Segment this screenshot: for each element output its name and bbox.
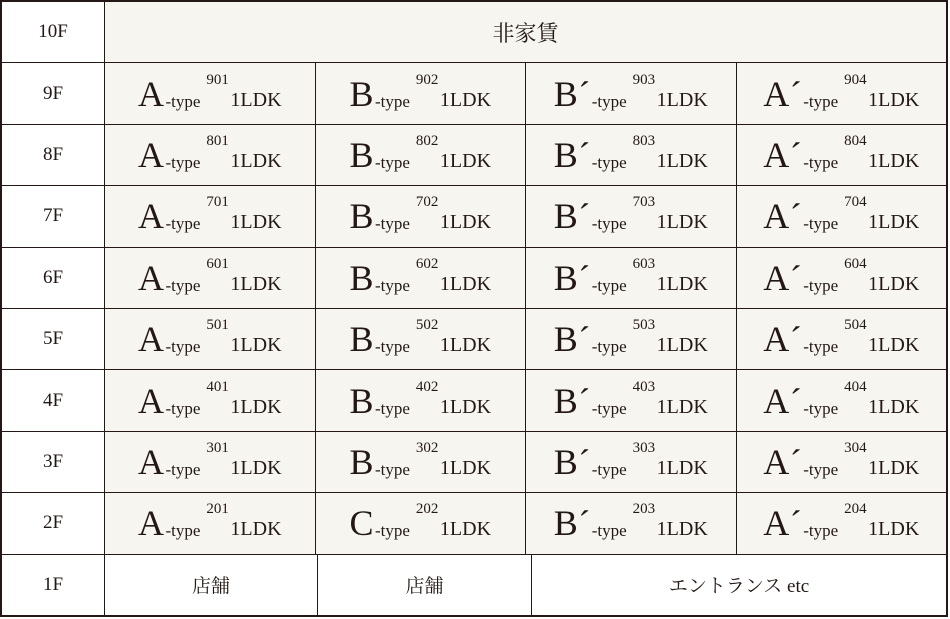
unit-layout: 1LDK (656, 272, 708, 295)
table-row (2, 248, 946, 309)
unit-type-letter: A (137, 196, 165, 237)
unit-cell[interactable] (316, 309, 527, 369)
unit-number: 503 (632, 317, 656, 334)
table-row (2, 555, 946, 615)
unit-number: 302 (415, 440, 439, 457)
unit-type-prime-mark: ´ (789, 73, 803, 114)
unit-cell[interactable] (737, 63, 947, 123)
unit-type-letter: B (349, 135, 374, 176)
unit-type-suffix: -type (165, 521, 201, 541)
unit-type-prime-mark: ´ (578, 135, 591, 176)
unit-type-letter: B (349, 319, 374, 360)
unit-inner (349, 194, 492, 237)
unit-type-suffix: -type (591, 91, 627, 111)
unit-number: 404 (844, 378, 867, 395)
unit-type-prime-mark: ´ (578, 73, 591, 114)
unit-type-letter: A (763, 257, 790, 298)
unit-layout: 1LDK (230, 457, 282, 480)
table-row (2, 2, 946, 63)
unit-number: 402 (415, 378, 439, 395)
unit-type-letter: B (553, 319, 579, 360)
unit-type-letter: B (553, 73, 579, 114)
unit-type-prime-mark: ´ (578, 196, 591, 237)
ground-cell: 店舗 (105, 555, 318, 615)
unit-cell[interactable] (105, 125, 316, 185)
unit-layout: 1LDK (230, 88, 282, 111)
unit-type-letter: A (137, 442, 165, 483)
unit-cell[interactable] (737, 370, 947, 430)
unit-inner (137, 133, 282, 176)
unit-type-prime-mark: ´ (789, 319, 803, 360)
unit-inner (553, 71, 708, 114)
unit-layout: 1LDK (868, 395, 920, 418)
table-row (2, 125, 946, 186)
unit-type-suffix: -type (803, 398, 839, 418)
unit-type-letter: A (763, 380, 790, 421)
unit-layout: 1LDK (656, 150, 708, 173)
unit-type-suffix: -type (803, 521, 839, 541)
unit-inner (349, 71, 492, 114)
unit-cell[interactable] (737, 186, 947, 246)
unit-type-letter: A (763, 135, 790, 176)
unit-number: 504 (844, 317, 867, 334)
unit-inner (763, 71, 920, 114)
unit-number: 601 (206, 255, 229, 272)
unit-cell[interactable] (105, 248, 316, 308)
unit-layout: 1LDK (656, 518, 708, 541)
ground-cell: 店舗 (318, 555, 532, 615)
unit-type-suffix: -type (591, 521, 627, 541)
unit-layout: 1LDK (439, 518, 492, 541)
unit-inner (137, 440, 282, 483)
unit-inner (763, 194, 920, 237)
unit-type-letter: B (553, 442, 579, 483)
unit-cell[interactable] (316, 432, 527, 492)
units-container (105, 63, 946, 123)
unit-type-suffix: -type (165, 91, 201, 111)
unit-number: 801 (206, 133, 229, 150)
unit-cell[interactable] (316, 493, 527, 553)
unit-type-letter: A (137, 73, 165, 114)
unit-inner (349, 133, 492, 176)
unit-cell[interactable] (737, 248, 947, 308)
unit-type-suffix: -type (591, 460, 627, 480)
unit-inner (763, 255, 920, 298)
unit-type-suffix: -type (374, 337, 410, 357)
floor-label: 10F (2, 2, 105, 62)
unit-layout: 1LDK (868, 334, 920, 357)
units-container (105, 493, 946, 553)
unit-type-letter: A (137, 257, 165, 298)
unit-inner (553, 255, 708, 298)
unit-inner (137, 501, 282, 544)
table-row (2, 493, 946, 554)
floor-label: 6F (2, 248, 105, 308)
unit-cell[interactable] (737, 125, 947, 185)
floor-label: 2F (2, 493, 105, 553)
unit-type-letter: A (137, 503, 165, 544)
unit-layout: 1LDK (656, 395, 708, 418)
unit-layout: 1LDK (656, 457, 708, 480)
unit-number: 403 (632, 378, 656, 395)
unit-type-suffix: -type (165, 214, 201, 234)
floor-label: 1F (2, 555, 105, 615)
floor-label: 4F (2, 370, 105, 430)
unit-layout: 1LDK (439, 272, 492, 295)
units-container (105, 125, 946, 185)
unit-layout: 1LDK (656, 88, 708, 111)
unit-layout: 1LDK (439, 211, 492, 234)
unit-type-prime-mark: ´ (578, 503, 591, 544)
unit-type-suffix: -type (374, 460, 410, 480)
unit-layout: 1LDK (439, 334, 492, 357)
unit-layout: 1LDK (439, 150, 492, 173)
unit-type-prime-mark: ´ (578, 257, 591, 298)
unit-type-letter: B (349, 380, 374, 421)
unit-number: 401 (206, 378, 229, 395)
unit-layout: 1LDK (868, 88, 920, 111)
unit-layout: 1LDK (230, 518, 282, 541)
unit-number: 303 (632, 440, 656, 457)
ground-cells (105, 555, 946, 615)
unit-number: 202 (415, 501, 439, 518)
floor-label: 9F (2, 63, 105, 123)
unit-layout: 1LDK (868, 272, 920, 295)
unit-type-letter: A (763, 442, 790, 483)
unit-type-suffix: -type (803, 460, 839, 480)
unit-cell[interactable] (526, 63, 737, 123)
unit-number: 501 (206, 317, 229, 334)
unit-type-suffix: -type (374, 214, 410, 234)
unit-type-suffix: -type (374, 521, 410, 541)
unit-type-letter: B (349, 442, 374, 483)
unit-type-letter: B (349, 73, 374, 114)
unit-number: 204 (844, 501, 867, 518)
unit-type-suffix: -type (591, 337, 627, 357)
unit-cell[interactable] (316, 63, 527, 123)
unit-type-suffix: -type (803, 337, 839, 357)
unit-cell[interactable] (737, 309, 947, 369)
unit-type-letter: B (553, 503, 579, 544)
unit-type-suffix: -type (803, 91, 839, 111)
unit-type-letter: A (137, 135, 165, 176)
unit-type-prime-mark: ´ (789, 380, 803, 421)
unit-inner (349, 440, 492, 483)
unit-cell[interactable] (526, 432, 737, 492)
unit-layout: 1LDK (230, 272, 282, 295)
unit-layout: 1LDK (230, 211, 282, 234)
unit-number: 904 (844, 71, 867, 88)
unit-number: 803 (632, 133, 656, 150)
unit-type-suffix: -type (374, 398, 410, 418)
floor-label: 5F (2, 309, 105, 369)
unit-layout: 1LDK (868, 457, 920, 480)
table-row (2, 432, 946, 493)
unit-type-suffix: -type (374, 275, 410, 295)
unit-type-letter: B (553, 380, 579, 421)
unit-layout: 1LDK (230, 150, 282, 173)
unit-cell[interactable] (526, 186, 737, 246)
unit-inner (763, 378, 920, 421)
unit-inner (349, 317, 492, 360)
unit-type-letter: A (763, 319, 790, 360)
unit-cell[interactable] (316, 370, 527, 430)
unit-type-letter: B (553, 135, 579, 176)
unit-inner (553, 133, 708, 176)
unit-cell[interactable] (316, 186, 527, 246)
unit-type-letter: B (349, 196, 374, 237)
floor-label: 7F (2, 186, 105, 246)
unit-type-suffix: -type (374, 153, 410, 173)
unit-type-suffix: -type (591, 153, 627, 173)
unit-number: 203 (632, 501, 656, 518)
unit-type-letter: B (349, 257, 374, 298)
units-container (105, 186, 946, 246)
units-container (105, 432, 946, 492)
unit-type-suffix: -type (165, 398, 201, 418)
unit-cell[interactable] (105, 309, 316, 369)
unit-type-suffix: -type (165, 153, 201, 173)
unit-cell[interactable] (105, 370, 316, 430)
unit-cell[interactable] (105, 186, 316, 246)
banner-label: 非家賃 (105, 2, 946, 62)
unit-inner (137, 71, 282, 114)
unit-type-suffix: -type (591, 275, 627, 295)
unit-inner (137, 317, 282, 360)
unit-layout: 1LDK (439, 457, 492, 480)
unit-cell[interactable] (526, 493, 737, 553)
floor-label: 8F (2, 125, 105, 185)
unit-inner (763, 501, 920, 544)
table-row (2, 63, 946, 124)
unit-type-prime-mark: ´ (789, 442, 803, 483)
unit-type-letter: A (763, 196, 790, 237)
unit-cell[interactable] (526, 125, 737, 185)
unit-inner (763, 133, 920, 176)
unit-inner (137, 255, 282, 298)
unit-type-letter: B (553, 257, 579, 298)
units-container (105, 248, 946, 308)
unit-number: 901 (206, 71, 229, 88)
unit-number: 702 (415, 194, 439, 211)
unit-layout: 1LDK (868, 211, 920, 234)
unit-number: 902 (415, 71, 439, 88)
unit-number: 604 (844, 255, 867, 272)
unit-type-suffix: -type (591, 398, 627, 418)
table-row (2, 370, 946, 431)
unit-inner (553, 378, 708, 421)
units-container (105, 309, 946, 369)
unit-type-prime-mark: ´ (789, 503, 803, 544)
unit-number: 703 (632, 194, 656, 211)
unit-inner (349, 501, 492, 544)
unit-cell[interactable] (105, 493, 316, 553)
unit-cell[interactable] (105, 432, 316, 492)
unit-number: 802 (415, 133, 439, 150)
unit-number: 903 (632, 71, 656, 88)
unit-number: 704 (844, 194, 867, 211)
unit-type-suffix: -type (803, 214, 839, 234)
unit-type-letter: A (763, 503, 790, 544)
unit-type-prime-mark: ´ (578, 380, 591, 421)
unit-cell[interactable] (316, 248, 527, 308)
unit-type-suffix: -type (374, 91, 410, 111)
unit-inner (553, 501, 708, 544)
unit-type-suffix: -type (803, 275, 839, 295)
unit-cell[interactable] (737, 493, 947, 553)
unit-type-letter: B (553, 196, 579, 237)
unit-layout: 1LDK (868, 150, 920, 173)
unit-layout: 1LDK (656, 211, 708, 234)
unit-cell[interactable] (526, 309, 737, 369)
unit-type-suffix: -type (165, 275, 201, 295)
unit-cell[interactable] (526, 248, 737, 308)
unit-inner (763, 317, 920, 360)
unit-number: 502 (415, 317, 439, 334)
unit-inner (349, 255, 492, 298)
units-container (105, 370, 946, 430)
unit-type-prime-mark: ´ (578, 442, 591, 483)
table-row (2, 186, 946, 247)
unit-number: 602 (415, 255, 439, 272)
unit-inner (349, 378, 492, 421)
ground-cell: エントランス etc (532, 555, 946, 615)
unit-layout: 1LDK (230, 334, 282, 357)
unit-inner (553, 317, 708, 360)
unit-layout: 1LDK (656, 334, 708, 357)
unit-inner (553, 194, 708, 237)
table-row (2, 309, 946, 370)
unit-type-letter: A (763, 73, 790, 114)
unit-type-suffix: -type (165, 337, 201, 357)
unit-type-prime-mark: ´ (789, 135, 803, 176)
unit-number: 804 (844, 133, 867, 150)
unit-type-suffix: -type (165, 460, 201, 480)
unit-cell[interactable] (316, 125, 527, 185)
unit-type-prime-mark: ´ (578, 319, 591, 360)
unit-inner (137, 378, 282, 421)
unit-type-suffix: -type (803, 153, 839, 173)
unit-type-suffix: -type (591, 214, 627, 234)
unit-type-letter: A (137, 319, 165, 360)
unit-layout: 1LDK (230, 395, 282, 418)
unit-number: 301 (206, 440, 229, 457)
unit-cell[interactable] (105, 63, 316, 123)
unit-inner (137, 194, 282, 237)
unit-cell[interactable] (737, 432, 947, 492)
unit-inner (763, 440, 920, 483)
unit-type-letter: A (137, 380, 165, 421)
unit-number: 304 (844, 440, 867, 457)
unit-type-prime-mark: ´ (789, 196, 803, 237)
unit-cell[interactable] (526, 370, 737, 430)
unit-type-prime-mark: ´ (789, 257, 803, 298)
unit-inner (553, 440, 708, 483)
floor-label: 3F (2, 432, 105, 492)
unit-number: 603 (632, 255, 656, 272)
unit-layout: 1LDK (868, 518, 920, 541)
unit-layout: 1LDK (439, 88, 492, 111)
unit-number: 701 (206, 194, 229, 211)
unit-number: 201 (206, 501, 229, 518)
unit-type-letter: C (349, 503, 374, 544)
unit-layout: 1LDK (439, 395, 492, 418)
